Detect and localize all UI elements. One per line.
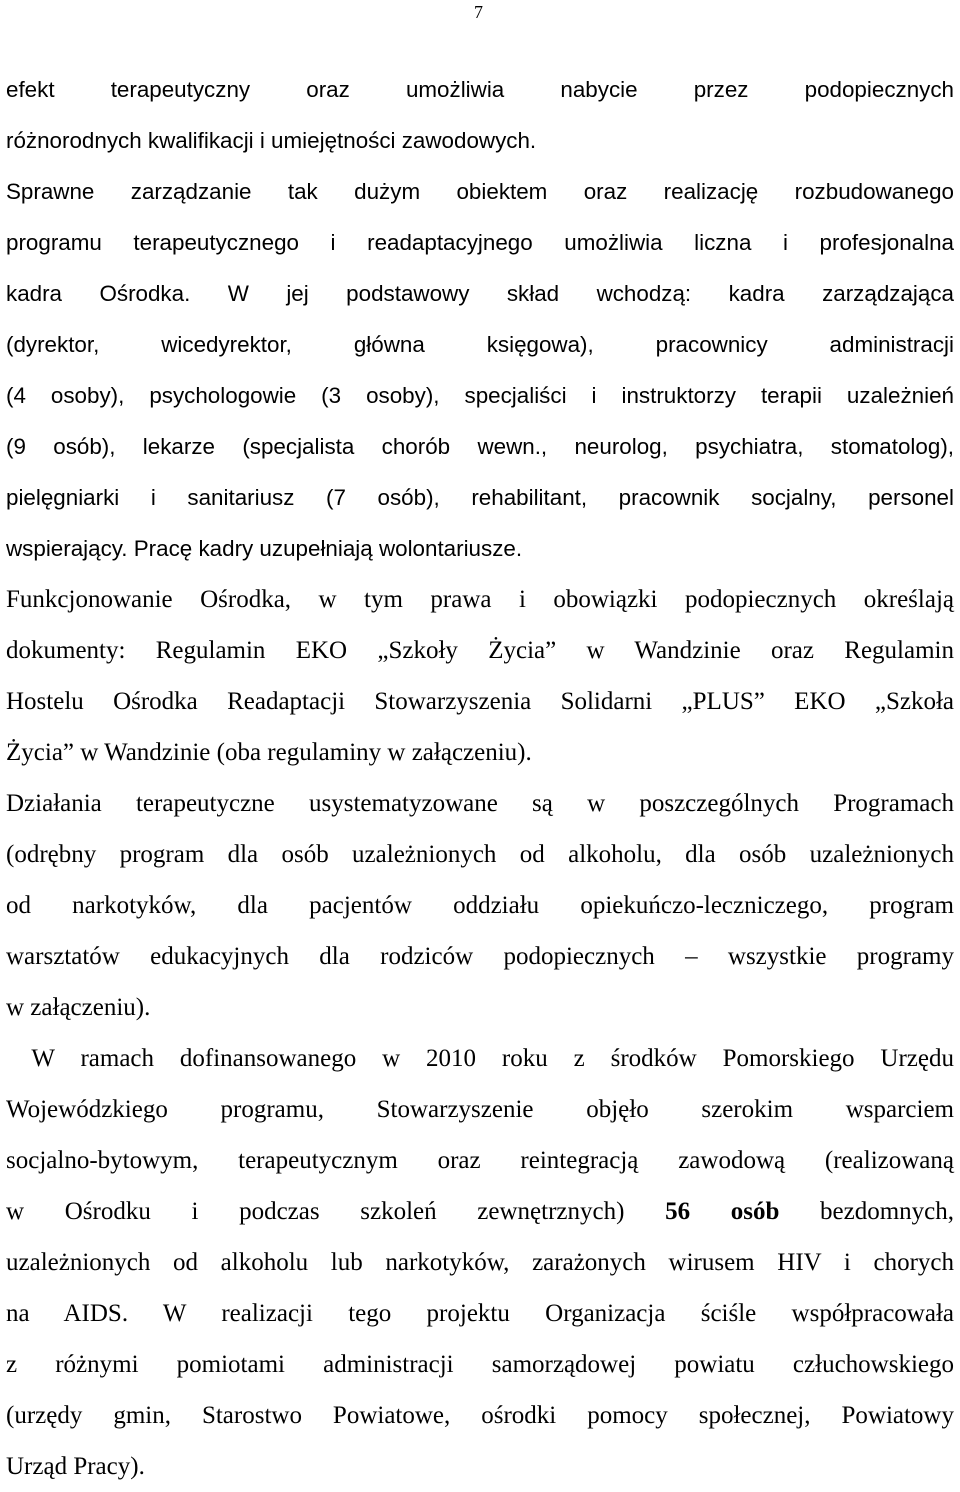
text-fragment: bezdomnych, <box>779 1198 954 1225</box>
text-line: z różnymi pomiotami administracji samorządowej powiatu człuchowskiego <box>6 1351 954 1378</box>
text-line: warsztatów edukacyjnych dla rodziców podopiecznych – wszystkie programy <box>6 943 954 970</box>
text-line: (9 osób), lekarze (specjalista chorób wewn., neurolog, psychiatra, stomatolog), <box>6 434 954 459</box>
text-line: (odrębny program dla osób uzależnionych od alkoholu, dla osób uzależnionych <box>6 841 954 868</box>
text-line: Urząd Pracy). <box>6 1453 145 1480</box>
document-body <box>6 64 954 1492</box>
text-line: Hostelu Ośrodka Readaptacji Stowarzyszenia Solidarni „PLUS” EKO „Szkoła <box>6 688 954 715</box>
text-line: programu terapeutycznego i readaptacyjnego umożliwia liczna i profesjonalna <box>6 230 954 255</box>
text-line: różnorodnych kwalifikacji i umiejętności zawodowych. <box>6 128 537 153</box>
text-line: efekt terapeutyczny oraz umożliwia nabycie przez podopiecznych <box>6 77 954 102</box>
text-line: Funkcjonowanie Ośrodka, w tym prawa i obowiązki podopiecznych określają <box>6 586 954 613</box>
text-line: Wojewódzkiego programu, Stowarzyszenie objęło szerokim wsparciem <box>6 1096 954 1123</box>
text-line: w załączeniu). <box>6 994 151 1021</box>
text-fragment: w Ośrodku i podczas szkoleń zewnętrznych) <box>6 1198 666 1225</box>
text-line: W ramach dofinansowanego w 2010 roku z środków Pomorskiego Urzędu <box>6 1045 954 1072</box>
text-line: Działania terapeutyczne usystematyzowane są w poszczególnych Programach <box>6 790 954 817</box>
text-line: Sprawne zarządzanie tak dużym obiektem oraz realizację rozbudowanego <box>6 179 954 204</box>
emphasized-count: 56 osób <box>665 1198 780 1225</box>
text-line: (urzędy gmin, Starostwo Powiatowe, ośrodki pomocy społecznej, Powiatowy <box>6 1402 954 1429</box>
text-line: wspierający. Pracę kadry uzupełniają wolontariusze. <box>6 536 523 561</box>
text-line: na AIDS. W realizacji tego projektu Organizacja ściśle współpracowała <box>6 1300 954 1327</box>
text-line-with-emphasis <box>6 1186 954 1237</box>
text-line: pielęgniarki i sanitariusz (7 osób), rehabilitant, pracownik socjalny, personel <box>6 485 954 510</box>
text-line: uzależnionych od alkoholu lub narkotyków, zarażonych wirusem HIV i chorych <box>6 1249 954 1276</box>
text-line: (4 osoby), psychologowie (3 osoby), specjaliści i instruktorzy terapii uzależnień <box>6 383 954 408</box>
page-number: 7 <box>474 2 483 22</box>
text-line: (dyrektor, wicedyrektor, główna księgowa), pracownicy administracji <box>6 332 954 357</box>
text-line: socjalno-bytowym, terapeutycznym oraz reintegracją zawodową (realizowaną <box>6 1147 954 1174</box>
text-line: Życia” w Wandzinie (oba regulaminy w załączeniu). <box>6 739 532 766</box>
text-line: kadra Ośrodka. W jej podstawowy skład wchodzą: kadra zarządzająca <box>6 281 954 306</box>
text-line: od narkotyków, dla pacjentów oddziału opiekuńczo-leczniczego, program <box>6 892 954 919</box>
text-line: dokumenty: Regulamin EKO „Szkoły Życia” w Wandzinie oraz Regulamin <box>6 637 954 664</box>
